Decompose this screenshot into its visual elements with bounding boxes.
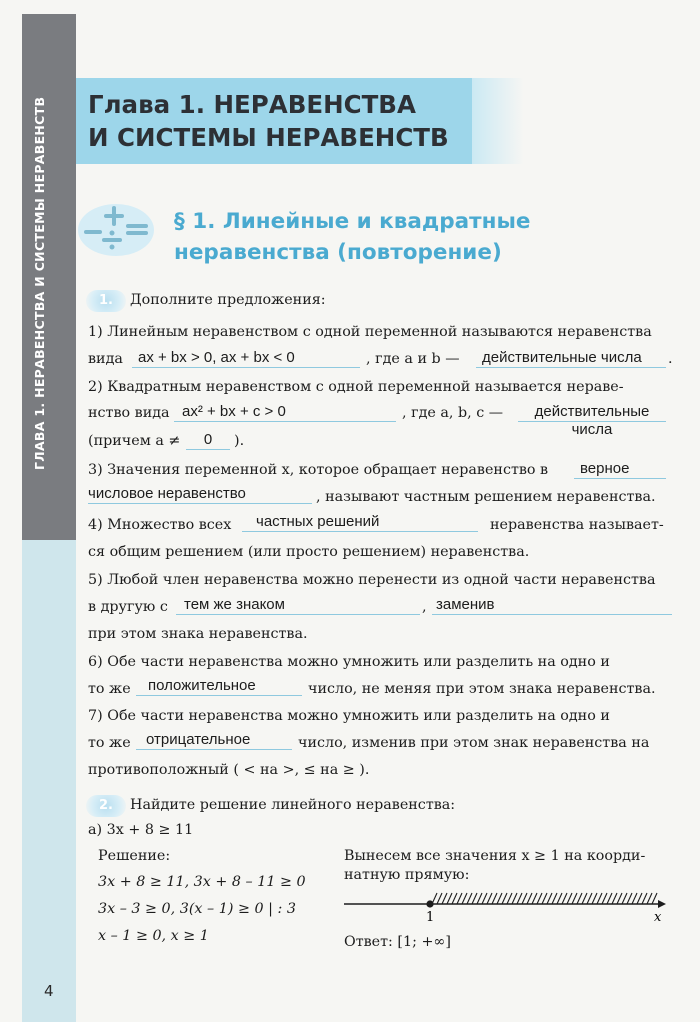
number-line-hatch xyxy=(502,893,507,904)
number-line-caption-1: Вынесем все значения x ≥ 1 на коорди- xyxy=(344,848,646,864)
answer-text: действительные xyxy=(534,403,650,420)
task1-line4-start: нство вида xyxy=(88,405,170,421)
task2-heading: Найдите решение линейного неравенства: xyxy=(130,797,456,813)
answer-text: 0 xyxy=(203,431,213,448)
answer-text: числа xyxy=(571,421,613,438)
task1-line3: 2) Квадратным неравенством с одной переменной называется нераве- xyxy=(88,379,624,395)
number-line-hatch xyxy=(492,893,497,904)
task1-line6: 3) Значения переменной x, которое обращает неравенство в xyxy=(88,462,549,478)
task1-line17: противоположный ( < на >, ≤ на ≥ ). xyxy=(88,762,370,778)
answer-field-linear-form xyxy=(132,349,360,368)
answer-text: тем же знаком xyxy=(184,596,285,613)
task2-part-a: а) 3x + 8 ≥ 11 xyxy=(88,822,194,838)
answer-field-positive xyxy=(136,677,302,696)
page-number: 4 xyxy=(44,982,54,1000)
number-line-hatch xyxy=(597,893,602,904)
chapter-title-band-fade xyxy=(472,78,524,164)
number-line-hatch xyxy=(487,893,492,904)
task1-line16-end: число, изменив при этом знак неравенства на xyxy=(298,735,650,751)
task1-line9: ся общим решением (или просто решением) неравенства. xyxy=(88,544,530,560)
number-line-hatch xyxy=(442,893,447,904)
number-line-hatch xyxy=(522,893,527,904)
answer-field-partial-solutions xyxy=(242,513,478,532)
section-title xyxy=(174,206,531,268)
number-line-hatch xyxy=(582,893,587,904)
number-line xyxy=(340,884,670,924)
number-line-hatch xyxy=(507,893,512,904)
answer-text: числовое неравенство xyxy=(88,485,246,502)
solution-step-2: 3x – 3 ≥ 0, 3(x – 1) ≥ 0 | : 3 xyxy=(98,901,296,917)
chapter-title-line2: И СИСТЕМЫ НЕРАВЕНСТВ xyxy=(88,123,449,152)
task-number-1: 1. xyxy=(86,290,126,312)
number-line-hatch xyxy=(617,893,622,904)
task1-line12: при этом знака неравенства. xyxy=(88,626,308,642)
number-line-hatch xyxy=(437,893,442,904)
task1-line8-end: неравенства называет- xyxy=(490,517,664,533)
answer-text: отрицательное xyxy=(146,731,251,748)
solution-step-1: 3x + 8 ≥ 11, 3x + 8 – 11 ≥ 0 xyxy=(98,874,306,890)
number-line-hatch xyxy=(462,893,467,904)
number-line-hatch xyxy=(652,893,657,904)
number-line-hatch xyxy=(632,893,637,904)
number-line-point-label: 1 xyxy=(426,910,435,924)
answer-field-quadratic-form xyxy=(174,403,396,422)
answer-field-a-not xyxy=(186,431,230,450)
answer-text: положительное xyxy=(148,677,256,694)
number-line-hatch xyxy=(527,893,532,904)
number-line-hatch xyxy=(542,893,547,904)
number-line-hatch xyxy=(647,893,652,904)
number-line-hatch xyxy=(512,893,517,904)
answer-field-abc-cont xyxy=(518,421,666,439)
task1-heading: Дополните предложения: xyxy=(130,292,326,308)
task1-line14-start: то же xyxy=(88,681,131,697)
chapter-title-line1: Глава 1. НЕРАВЕНСТВА xyxy=(88,90,416,119)
number-line-hatch xyxy=(637,893,642,904)
task1-line13: 6) Обе части неравенства можно умножить или разделить на одно и xyxy=(88,654,610,670)
number-line-hatch xyxy=(577,893,582,904)
number-line-caption-2: натную прямую: xyxy=(344,867,470,883)
task1-line2-mid: , где a и b — xyxy=(366,351,460,367)
chapter-title xyxy=(88,88,449,154)
section-title-line1: § 1. Линейные и квадратные xyxy=(174,209,531,234)
number-line-hatch xyxy=(627,893,632,904)
number-line-hatch xyxy=(532,893,537,904)
task1-line8-start: 4) Множество всех xyxy=(88,517,232,533)
number-line-hatch xyxy=(452,893,457,904)
answer-text: частных решений xyxy=(256,513,380,530)
task1-line11-comma: , xyxy=(422,599,427,615)
task1-line10: 5) Любой член неравенства можно перенести из одной части неравенства xyxy=(88,572,656,588)
answer-text: верное xyxy=(580,460,630,477)
number-line-hatch xyxy=(477,893,482,904)
number-line-hatch xyxy=(497,893,502,904)
task1-line14-end: число, не меняя при этом знака неравенства. xyxy=(308,681,656,697)
number-line-hatch xyxy=(602,893,607,904)
math-signs-icon xyxy=(76,200,162,260)
number-line-hatch xyxy=(572,893,577,904)
answer-field-replacing xyxy=(432,596,672,615)
number-line-hatch xyxy=(517,893,522,904)
task1-line4-mid: , где a, b, c — xyxy=(402,405,504,421)
number-line-hatch xyxy=(457,893,462,904)
task1-line2-end: . xyxy=(668,351,673,367)
number-line-hatch xyxy=(642,893,647,904)
number-line-hatch xyxy=(567,893,572,904)
number-line-hatch xyxy=(622,893,627,904)
task1-line2-start: вида xyxy=(88,351,123,367)
solution-step-3: x – 1 ≥ 0, x ≥ 1 xyxy=(98,928,209,944)
number-line-hatch xyxy=(612,893,617,904)
answer-field-true xyxy=(574,460,666,479)
sidebar-chapter-label: ГЛАВА 1. НЕРАВЕНСТВА И СИСТЕМЫ НЕРАВЕНСТВ xyxy=(32,96,47,470)
task-number-2: 2. xyxy=(86,795,126,817)
answer-text: действительные числа xyxy=(482,349,642,366)
solution-label: Решение: xyxy=(98,848,171,864)
answer-field-numeric-ineq xyxy=(88,485,312,504)
number-line-hatch xyxy=(562,893,567,904)
section-title-line2: неравенства (повторение) xyxy=(174,240,502,265)
task1-line5-start: (причем a ≠ xyxy=(88,433,181,449)
task1-line11-start: в другую с xyxy=(88,599,168,615)
number-line-hatch xyxy=(467,893,472,904)
sidebar-light-band xyxy=(22,540,76,1022)
answer-field-abc xyxy=(518,403,666,422)
answer-field-negative xyxy=(136,731,292,750)
number-line-hatch xyxy=(592,893,597,904)
task1-line5-end: ). xyxy=(234,433,245,449)
answer-text: заменив xyxy=(436,596,495,613)
number-line-hatch xyxy=(557,893,562,904)
number-line-hatch xyxy=(547,893,552,904)
task1-line16-start: то же xyxy=(88,735,131,751)
number-line-hatch xyxy=(447,893,452,904)
answer-text: ax² + bx + c > 0 xyxy=(182,403,286,420)
number-line-axis-label: x xyxy=(654,910,662,924)
task1-line15: 7) Обе части неравенства можно умножить или разделить на одно и xyxy=(88,708,610,724)
number-line-hatch xyxy=(472,893,477,904)
number-line-hatch xyxy=(552,893,557,904)
answer-text: ax + bx > 0, ax + bx < 0 xyxy=(138,349,295,366)
task1-line1: 1) Линейным неравенством с одной переменной называются неравенства xyxy=(88,324,652,340)
answer-field-ab xyxy=(476,349,666,368)
number-line-hatch xyxy=(607,893,612,904)
task1-line7: , называют частным решением неравенства. xyxy=(316,489,656,505)
task2-answer: Ответ: [1; +∞] xyxy=(344,934,451,950)
number-line-hatch xyxy=(587,893,592,904)
answer-field-same-sign xyxy=(176,596,420,615)
number-line-hatch xyxy=(537,893,542,904)
number-line-hatch xyxy=(482,893,487,904)
